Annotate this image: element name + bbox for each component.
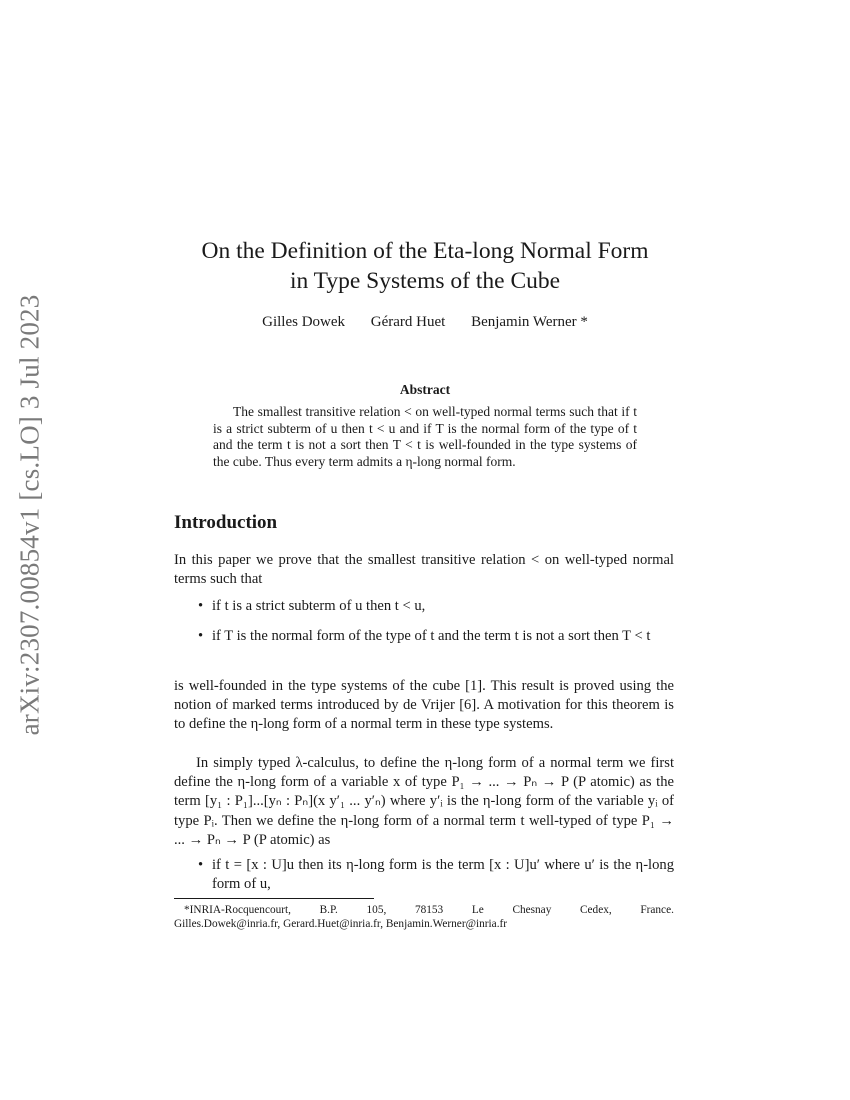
arxiv-identifier-stamp [4,285,56,745]
footnote-affiliation [174,903,674,917]
footnote-word: 105, [366,904,387,916]
intro-paragraph-1: In this paper we prove that the smallest transitive relation < on well-typed normal terms such that [174,552,674,588]
arxiv-identifier-text: arXiv:2307.00854v1 [cs.LO] 3 Jul 2023 [14,294,45,736]
section-heading-introduction: Introduction [174,512,278,533]
footnote-word: France. [640,904,674,916]
paper-title-line-1: On the Definition of the Eta-long Normal Form [201,238,649,264]
intro-bullet-list [174,597,674,657]
footnote-word: B.P. [319,904,338,916]
footnote-word: Le [471,904,484,916]
intro-paragraph-3: In simply typed λ-calculus, to define the η-long form of a normal term we first define the η-long form of a variable x of type P₁ → ... → Pₙ → P (P atomic) as the term [y₁ : P₁]...[yₙ : Pₙ](x y′₁ ... y′ₙ) where y′ᵢ is the η-long form of the variable yᵢ of type Pᵢ. Then we define the η-long form of a normal term t well-typed of type P₁ → ... → Pₙ → P (P atomic) as [174,755,674,848]
footnote-emails: Gilles.Dowek@inria.fr, Gerard.Huet@inria.fr, Benjamin.Werner@inria.fr [174,918,508,930]
footnote-word: Cedex, [580,904,612,916]
author-name: Gérard Huet [370,314,446,330]
footnote-word: Chesnay [512,904,552,916]
author-name: Gilles Dowek [262,314,346,330]
abstract-heading: Abstract [399,382,451,397]
paper-title-line-2: in Type Systems of the Cube [289,268,561,294]
list-item: • if T is the normal form of the type of t and the term t is not a sort then T < t [174,627,674,646]
author-name: Benjamin Werner * [471,314,588,330]
footnote-word: 78153 [414,904,444,916]
footnote-word: *INRIA-Rocquencourt, [184,904,291,916]
list-item: • if t = [x : U]u then its η-long form is the term [x : U]u′ where u′ is the η-long form of u, [174,856,674,894]
paper-title [150,236,700,296]
author-list [150,314,700,331]
footnote [174,903,674,931]
list-item: • if t is a strict subterm of u then t < u, [174,597,674,616]
footnote-divider [174,898,374,899]
abstract-text: The smallest transitive relation < on well-typed normal terms such that if t is a strict subterm of u then t < u and if T is the normal form of the type of t and the term t is not a sort then T < t is well-founded in the type systems of the cube. Thus every term admits a η-long normal form. [213,404,637,469]
intro-paragraph-2: is well-founded in the type systems of the cube [1]. This result is proved using the notion of marked terms introduced by de Vrijer [6]. A motivation for this theorem is to define the η-long form of a normal term in these type systems. [174,678,674,733]
